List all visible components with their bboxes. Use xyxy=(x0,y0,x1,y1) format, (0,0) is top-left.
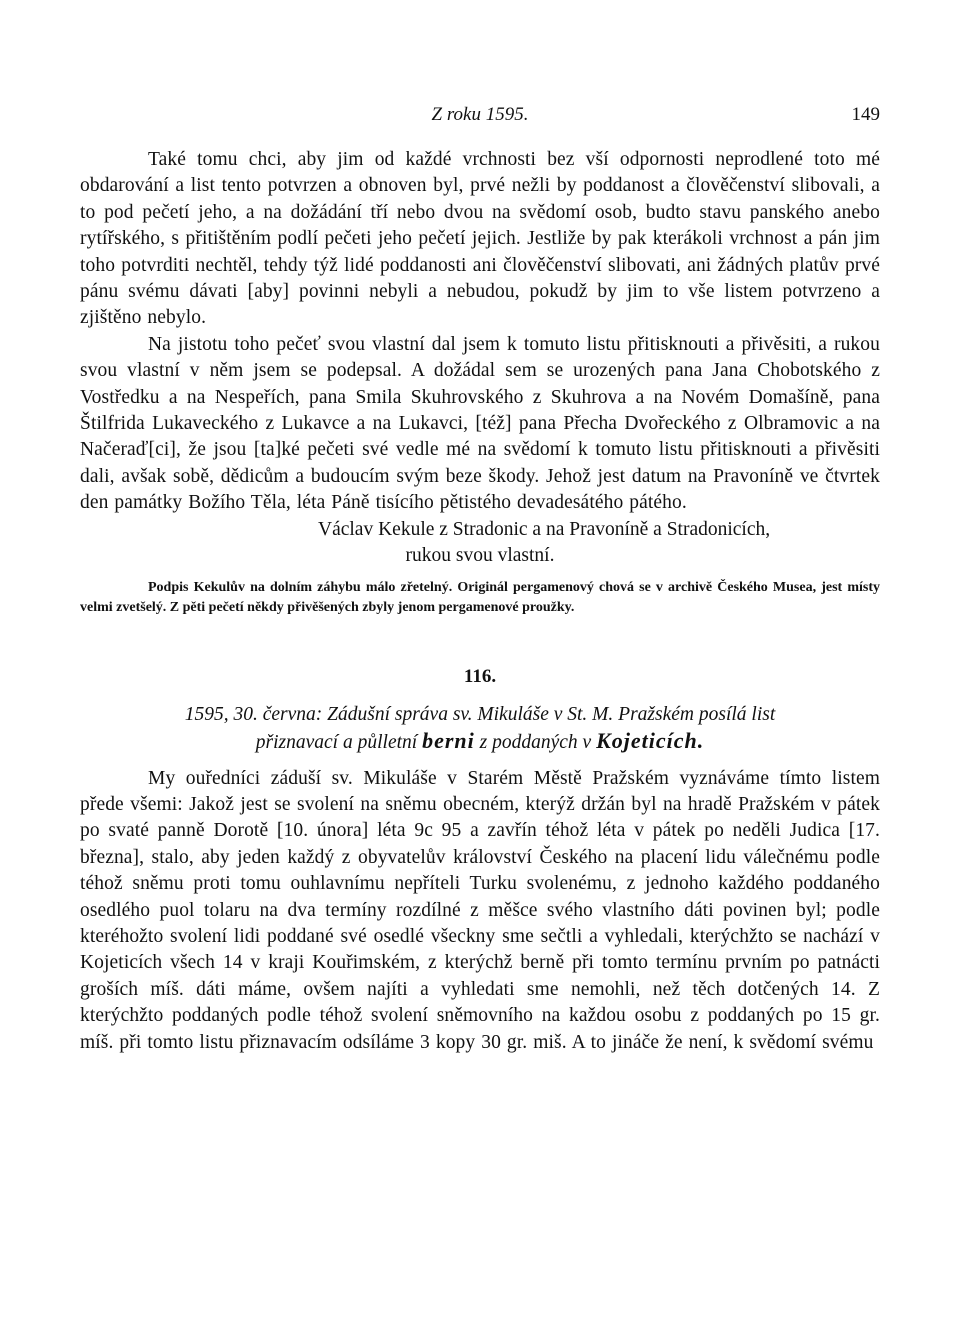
document-body xyxy=(80,766,880,1056)
heading-line-1: 1595, 30. června: Zádušní správa sv. Mikuláše v St. M. Pražském posílá list xyxy=(184,703,776,725)
heading-emphasis: berni xyxy=(422,727,475,753)
document-number: 116. xyxy=(463,665,497,687)
signature xyxy=(80,517,771,570)
book-page xyxy=(80,100,880,1056)
paragraph: Na jistotu toho pečeť svou vlastní dal jsem k tomuto listu přitisknouti a přivěsiti, a rukou svou vlastní v něm jsem se podepsal. A dožádal sem se urozených pana Jana Chobotského z Vostředku a na Nespeřích, pana Smila Skuhrovského z Skuhrova a na Novém Domašíně, pana Štilfrida Lukaveckého z Lukavce a na Lukavci, [též] pana Přecha Dvořeckého z Olbramovic a na Načeraď[ci], že jsou [ta]ké pečeti své vedle mé na svědomí k tomuto listu přitisknouti a přivěsiti dali, avšak sobě, dědicům a budoucím svým beze škody. Jehož jest datum na Pravoníně ve čtvrtek den památky Božího Těla, léta Páně tisícího pětistého devadesátého pátého. xyxy=(80,333,880,514)
footnote: Podpis Kekulův na dolním záhybu málo zřetelný. Originál pergamenový chová se v archivě Českého Musea, jest místy velmi zvetšelý. Z pěti pečetí někdy přivěšených zbyly jenom pergamenové proužky. xyxy=(80,579,880,615)
running-title: Z roku 1595. xyxy=(431,104,529,125)
previous-document-text xyxy=(80,147,880,517)
heading-fragment: z poddaných v xyxy=(474,731,597,753)
running-head xyxy=(80,100,880,130)
page-number: 149 xyxy=(851,104,880,125)
signature-name: Václav Kekule z Stradonic a na Pravoníně a Stradonicích, xyxy=(318,518,771,540)
signature-hand: rukou svou vlastní. xyxy=(405,545,555,567)
paragraph: Také tomu chci, aby jim od každé vrchnosti bez vší odpornosti neprodlené toto mé obdarování a list tento potvrzen a obnoven byl, prvé nežli by poddanost a člověčenství slibovali, a to pod pečetí jeho, a na dožádání tří nebo dvou na svědomí osob, budto stavu panského anebo rytířského, s přitištěním podlí pečeti jeho pečetí jejich. Jestliže by pak kterákoli vrchnost a pán jim toho potvrditi nechtěl, tehdy týž lidé poddanosti ani člověčenství slibovati, ani žádných platův prvé pánu svému dávati [aby] povinni nebyli a nebudou, pokudž by jim to vše listem potvrzeno a zjištěno nebylo. xyxy=(80,149,880,329)
document-heading xyxy=(80,702,880,756)
paragraph: My ouředníci záduší sv. Mikuláše v Starém Městě Pražském vyznáváme tímto listem přede všemi: Jakož jest se svolení na sněmu obecném, kterýž držán byl na hradě Pražském v pátek po svaté panně Dorotě [10. února] léta 9c 95 a zavřín téhož léta v pátek po neděli Judica [17. března], stalo, aby jeden každý z obyvatelův království Českého na placení lidu válečnému podle téhož sněmu proti tomu ouhlavnímu nepříteli Turku svolenému, z jednoho každého poddaného osedlého puol tolaru na dva termíny rozdílné z měšce svého vlastního dáti povinen byl; podle kteréhožto svolení lidi poddané své osedlé všeckny sme sečtli a vyhledali, kterýchžto se nachází v Kojeticích všech 14 v kraji Kouřimském, z kterýchž berně při tomto termínu prvním po patnácti groších míš. dáti máme, ovšem najíti a vyhledati sme nemohli, než těch dotčených 14. Z kterýchžto poddaných podle téhož svolení sněmovního na každou osobu z poddaných po 15 gr. míš. při tomto listu přiznavacím odsíláme 3 kopy 30 gr. miš. A to jináče že není, k svědomí svému xyxy=(80,767,880,1053)
heading-line-2 xyxy=(80,728,880,756)
heading-emphasis: Kojeticích. xyxy=(596,727,705,753)
heading-fragment: přiznavací a půlletní xyxy=(255,731,423,753)
